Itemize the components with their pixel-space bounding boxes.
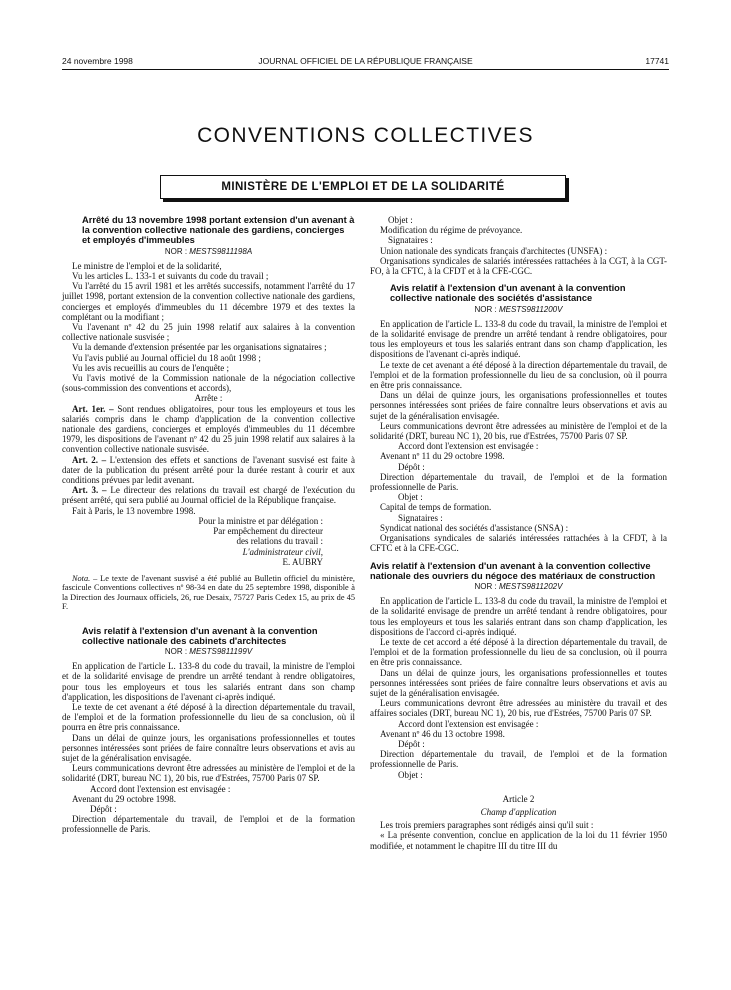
paragraph: Accord dont l'extension est envisagée : bbox=[90, 783, 231, 794]
paragraph: Dans un délai de quinze jours, les organisations professionnelles et toutes personnes intéressées sont priées de faire connaître leurs observations et avis au sujet de la généralisation envisagée. bbox=[370, 667, 667, 698]
paragraph: Vu les articles L. 133-1 et suivants du code du travail ; bbox=[72, 271, 269, 282]
paragraph: Syndicat national des sociétés d'assistance (SNSA) : bbox=[380, 522, 569, 533]
signature-line: Par empêchement du directeur bbox=[213, 526, 323, 537]
nor-code: MESTS9811198A bbox=[189, 246, 253, 256]
paragraph: Organisations syndicales de salariés intéressées rattachées à la CFDT, à la CFTC et à la CFE-CGC. bbox=[370, 533, 667, 554]
article-1-text: Sont rendues obligatoires, pour tous les employeurs et tous les salariés compris dans le champ d'application de la convention collective nationale des gardiens, concierges et employés d'immeubles du 11 décembre 1979, les dispositions de l'avenant nº 42 du 25 juin 1998 relatif aux salaires à la convention collective nationale susvisée. bbox=[62, 403, 355, 455]
paragraph: Leurs communications devront être adressées au ministère de l'emploi et de la solidarité (DRT, bureau NC 1), 20 bis, rue d'Estrées, 75700 Paris 07 SP. bbox=[370, 420, 667, 442]
header-rule bbox=[62, 69, 669, 70]
paragraph: Vu les avis recueillis au cours de l'enquête ; bbox=[72, 362, 230, 373]
header-date: 24 novembre 1998 bbox=[62, 56, 133, 66]
arrete-nor bbox=[62, 247, 355, 257]
arrete-label: Arrête : bbox=[194, 393, 223, 404]
paragraph: Dans un délai de quinze jours, les organisations professionnelles et toutes personnes intéressées sont priées de faire connaître leurs observations et avis au sujet de la généralisation envisagée. bbox=[370, 390, 667, 421]
nor-code: MESTS9811199V bbox=[189, 646, 253, 656]
paragraph: Le ministre de l'emploi et de la solidarité, bbox=[72, 260, 222, 271]
nota-label: Nota. – bbox=[72, 573, 98, 583]
paragraph: Modification du régime de prévoyance. bbox=[380, 225, 523, 236]
avis-nor bbox=[62, 647, 355, 657]
paragraph: Objet : bbox=[388, 215, 413, 225]
paragraph: Dépôt : bbox=[398, 461, 425, 472]
paragraph: Le texte de cet avenant a été déposé à la direction départementale du travail, de l'emploi et de la formation professionnelle du lieu de sa conclusion, où il pourra en être pris connaissance. bbox=[62, 701, 355, 733]
article-3-text: Le directeur des relations du travail est chargé de l'exécution du présent arrêté, qui sera publié au Journal officiel de la République française. bbox=[62, 485, 355, 506]
right-column bbox=[370, 215, 667, 851]
signature-line: des relations du travail : bbox=[236, 536, 323, 547]
paragraph: Dépôt : bbox=[90, 803, 117, 814]
paragraph: Le texte de cet accord a été déposé à la direction départementale du travail, de l'emploi et de la formation professionnelle du lieu de sa conclusion, où il pourra en être pris connaissance. bbox=[370, 636, 667, 668]
paragraph: Signataires : bbox=[388, 235, 433, 246]
done-at: Fait à Paris, le 13 novembre 1998. bbox=[72, 505, 196, 516]
ministry-box: MINISTÈRE DE L'EMPLOI ET DE LA SOLIDARITÉ bbox=[160, 175, 566, 199]
nor-code: MESTS9811202V bbox=[499, 581, 563, 591]
nor-label: NOR : bbox=[474, 304, 497, 314]
paragraph: Vu la demande d'extension présentée par les organisations signataires ; bbox=[72, 342, 327, 353]
article-2-label: Art. 2. – bbox=[72, 454, 107, 465]
paragraph: Direction départementale du travail, de l'emploi et de la formation professionnelle de Paris. bbox=[62, 814, 355, 835]
article-heading: Article 2 bbox=[502, 793, 535, 804]
paragraph: Vu l'arrêté du 15 avril 1981 et les arrêtés successifs, notamment l'arrêté du 17 juillet 1998, portant extension de la convention collective nationale des gardiens, concierges et employés d'immeubles du 11 décembre 1979 et des textes la complétant ou la modifiant ; bbox=[62, 281, 355, 322]
header-journal-title: JOURNAL OFFICIEL DE LA RÉPUBLIQUE FRANÇAISE bbox=[258, 56, 473, 66]
paragraph: Organisations syndicales de salariés intéressées rattachées à la CGT, à la CGT-FO, à la CFTC, à la CFDT et à la CFE-CGC. bbox=[370, 255, 667, 277]
paragraph: Direction départementale du travail, de l'emploi et de la formation professionnelle de Paris. bbox=[370, 749, 667, 770]
section-title: CONVENTIONS COLLECTIVES bbox=[197, 124, 534, 147]
avis-nor bbox=[370, 582, 667, 592]
paragraph: Objet : bbox=[398, 492, 423, 503]
paragraph: Accord dont l'extension est envisagée : bbox=[398, 718, 539, 729]
article-3-label: Art. 3. – bbox=[72, 485, 107, 496]
paragraph: Objet : bbox=[398, 769, 423, 780]
paragraph: Leurs communications devront être adressées au ministère de l'emploi et de la solidarité (DRT, bureau NC 1), 20 bis, rue d'Estrées, 75700 Paris 07 SP. bbox=[62, 763, 355, 784]
nota-text: Le texte de l'avenant susvisé a été publié au Bulletin officiel du ministère, fascicule Conventions collectives nº 98-34 en date du 25 septembre 1998, disponible à la Direction des Journaux officiels, 26, rue Desaix, 75727 Paris Cedex 15, au prix de 45 F. bbox=[62, 573, 355, 612]
article-3 bbox=[62, 485, 355, 505]
paragraph: Capital de temps de formation. bbox=[380, 502, 492, 513]
paragraph: Avenant du 29 octobre 1998. bbox=[72, 793, 177, 804]
arrete-title: Arrêté du 13 novembre 1998 portant extension d'un avenant à la convention collective nationale des gardiens, concierges et employés d'immeubles bbox=[82, 215, 355, 246]
paragraph: Avenant nº 11 du 29 octobre 1998. bbox=[380, 451, 505, 462]
page-header bbox=[62, 56, 669, 70]
paragraph: Accord dont l'extension est envisagée : bbox=[398, 441, 539, 452]
signature-line: L'administrateur civil, bbox=[242, 546, 323, 557]
paragraph: Dans un délai de quinze jours, les organisations professionnelles et toutes personnes intéressées sont priées de faire connaître leurs observations et avis au sujet de la généralisation envisagée. bbox=[62, 732, 355, 763]
article-2-text: L'extension des effets et sanctions de l'avenant susvisé est faite à dater de la publication du présent arrêté pour la durée restant à courir et aux conditions prévues par ledit avenant. bbox=[62, 454, 356, 486]
avis-nor bbox=[370, 305, 667, 315]
paragraph: Vu l'avis publié au Journal officiel du 18 août 1998 ; bbox=[72, 352, 261, 363]
nor-label: NOR : bbox=[474, 581, 497, 591]
paragraph: Direction départementale du travail, de l'emploi et de la formation professionnelle de Paris. bbox=[370, 471, 667, 493]
paragraph: Signataires : bbox=[398, 512, 443, 523]
paragraph: Vu l'avenant nº 42 du 25 juin 1998 relatif aux salaires à la convention collective nationale susvisée ; bbox=[62, 322, 355, 343]
paragraph: Les trois premiers paragraphes sont rédigés ainsi qu'il suit : bbox=[380, 820, 594, 831]
paragraph: Union nationale des syndicats français d'architectes (UNSFA) : bbox=[380, 245, 608, 256]
nor-label: NOR : bbox=[164, 246, 188, 256]
paragraph: En application de l'article L. 133-8 du code du travail, la ministre de l'emploi et de la solidarité envisage de prendre un arrêté tendant à rendre obligatoires, pour tous les employeurs et tous les salariés entrant dans son champ d'application, les dispositions de l'accord ci-après indiqué. bbox=[370, 596, 667, 637]
signatory-name: E. AUBRY bbox=[282, 556, 323, 567]
avis-title: Avis relatif à l'extension d'un avenant à la convention collective nationale des cabinets d'architectes bbox=[82, 625, 318, 646]
article-1-label: Art. 1er. – bbox=[72, 403, 114, 414]
paragraph: En application de l'article L. 133-8 du code du travail, la ministre de l'emploi et de la solidarité envisage de prendre un arrêté tendant à rendre obligatoires, pour tous les employeurs et tous les salariés entrant dans son champ d'application, les dispositions de l'avenant ci-après indiqué. bbox=[62, 661, 355, 702]
paragraph: Le texte de cet avenant a été déposé à la direction départementale du travail, de l'emploi et de la formation professionnelle du lieu de sa conclusion, où il pourra en être pris connaissance. bbox=[370, 359, 667, 391]
paragraph: Leurs communications devront être adressées au ministère du travail et des affaires sociales (DRT, bureau NC 1), 20 bis, rue d'Estrées, 75700 Paris 07 SP. bbox=[370, 698, 667, 719]
avis-title: Avis relatif à l'extension d'un avenant à la convention collective nationale des sociétés d'assistance bbox=[390, 283, 626, 304]
nota bbox=[62, 574, 355, 612]
article-2 bbox=[62, 455, 355, 486]
nor-code: MESTS9811200V bbox=[499, 304, 563, 314]
avis-title: Avis relatif à l'extension d'un avenant à la convention collective nationale des ouvriers du négoce des matériaux de construction bbox=[370, 560, 656, 581]
paragraph: Avenant nº 46 du 13 octobre 1998. bbox=[380, 728, 505, 739]
paragraph: En application de l'article L. 133-8 du code du travail, la ministre de l'emploi et de la solidarité envisage de prendre un arrêté tendant à rendre obligatoires, pour tous les employeurs et tous les salariés entrant dans son champ d'application, les dispositions de l'avenant ci-après indiqué. bbox=[370, 318, 667, 360]
paragraph: « La présente convention, conclue en application de la loi du 11 février 1950 modifiée, et notamment le chapitre III du titre III du bbox=[370, 830, 667, 851]
article-1 bbox=[62, 404, 355, 455]
header-page-number: 17741 bbox=[645, 56, 669, 66]
paragraph: Dépôt : bbox=[398, 738, 425, 749]
nor-label: NOR : bbox=[164, 646, 188, 656]
signature-line: Pour la ministre et par délégation : bbox=[198, 515, 323, 526]
left-column bbox=[62, 215, 355, 835]
paragraph: Vu l'avis motivé de la Commission nationale de la négociation collective (sous-commission des conventions et accords), bbox=[62, 373, 355, 394]
article-subheading: Champ d'application bbox=[480, 806, 557, 817]
